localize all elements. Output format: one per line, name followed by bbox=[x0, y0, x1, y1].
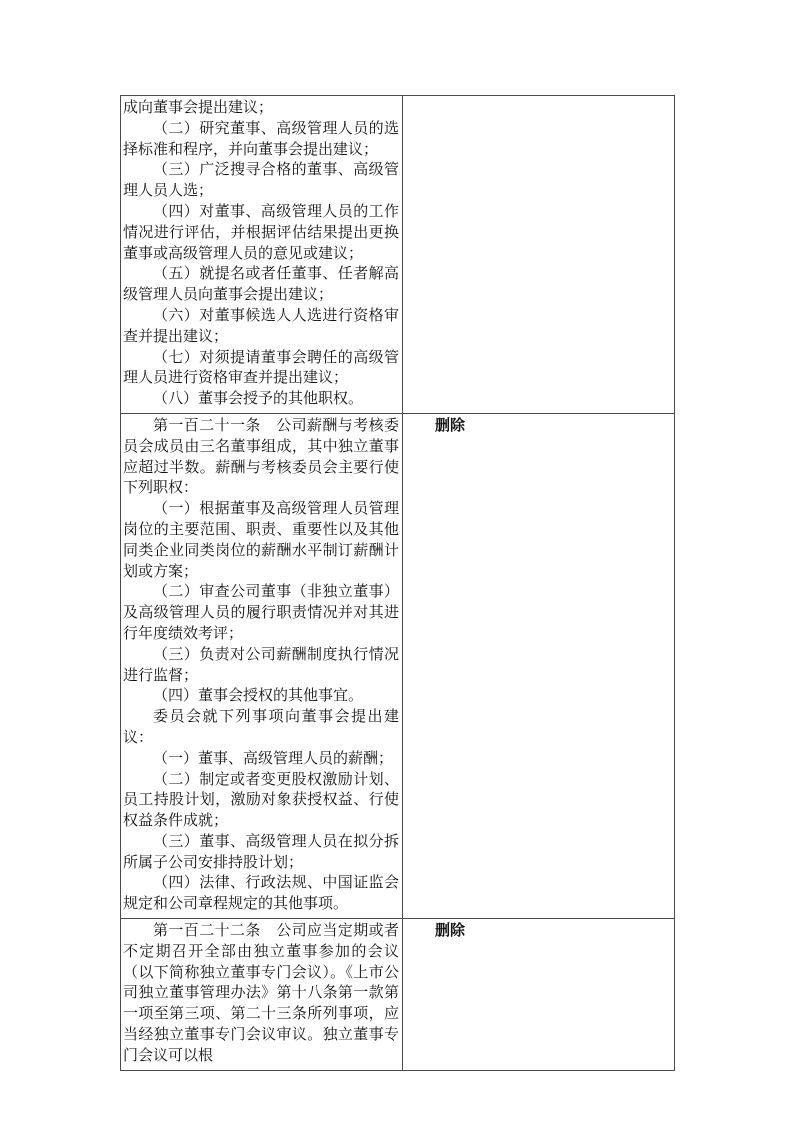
clause-paragraph: （四）法律、行政法规、中国证监会规定和公司章程规定的其他事项。 bbox=[123, 875, 399, 913]
clause-paragraph: 第一百二十二条 公司应当定期或者不定期召开全部由独立董事参加的会议（以下简称独立董事专门会议）。《上市公司独立董事管理办法》第十八条第一款第一项至第三项、第二十三条所列事项，应当经独立董事专门会议审议。独立董事专门会议可以根 bbox=[123, 923, 399, 1064]
clause-paragraph: （四）对董事、高级管理人员的工作情况进行评估，并根据评估结果提出更换董事或高级管理人员的意见或建议； bbox=[123, 203, 399, 262]
clause-paragraph: 委员会就下列事项向董事会提出建议： bbox=[123, 709, 399, 746]
clause-paragraph: （一）董事、高级管理人员的薪酬； bbox=[153, 750, 394, 767]
revision-note-cell-empty bbox=[403, 96, 675, 414]
clause-text-cell bbox=[121, 413, 403, 918]
revision-note: 删除 bbox=[435, 416, 466, 434]
clause-paragraph: （二）研究董事、高级管理人员的选择标准和程序，并向董事会提出建议； bbox=[123, 120, 399, 158]
clause-paragraph: （六）对董事候选人人选进行资格审查并提出建议； bbox=[123, 307, 399, 345]
table-row bbox=[121, 413, 675, 918]
clause-paragraph: （三）董事、高级管理人员在拟分拆所属子公司安排持股计划； bbox=[123, 833, 399, 871]
clause-paragraph: 成向董事会提出建议； bbox=[123, 100, 274, 116]
revision-note-cell bbox=[403, 919, 675, 1071]
clause-paragraph: （一）根据董事及高级管理人员管理岗位的主要范围、职责、重要性以及其他同类企业同类岗位的薪酬水平制订薪酬计划或方案； bbox=[123, 501, 399, 580]
clause-paragraph: （三）负责对公司薪酬制度执行情况进行监督； bbox=[123, 646, 399, 684]
table-row bbox=[121, 96, 675, 414]
clause-paragraph: 第一百二十一条 公司薪酬与考核委员会成员由三名董事组成，其中独立董事应超过半数。薪酬与考核委员会主要行使下列职权： bbox=[123, 417, 399, 497]
clause-text-cell bbox=[121, 919, 403, 1071]
clause-paragraph: （二）制定或者变更股权激励计划、员工持股计划，激励对象获授权益、行使权益条件成就； bbox=[123, 771, 399, 830]
clause-paragraph: （五）就提名或者任董事、任者解高级管理人员向董事会提出建议； bbox=[123, 266, 399, 304]
revision-note: 删除 bbox=[435, 922, 466, 940]
clause-paragraph: （二）审查公司董事（非独立董事）及高级管理人员的履行职责情况并对其进行年度绩效考评； bbox=[123, 584, 399, 642]
clause-paragraph: （四）董事会授权的其他事宜。 bbox=[153, 688, 364, 705]
table-row bbox=[121, 919, 675, 1071]
clause-paragraph: （八）董事会授予的其他职权。 bbox=[153, 391, 364, 408]
clause-text-cell bbox=[121, 96, 403, 414]
clause-paragraph: （三）广泛搜寻合格的董事、高级管理人员人选； bbox=[123, 162, 399, 200]
clause-paragraph: （七）对须提请董事会聘任的高级管理人员进行资格审查并提出建议； bbox=[123, 349, 399, 387]
revision-note-cell bbox=[403, 413, 675, 918]
revision-comparison-table bbox=[120, 95, 675, 1071]
